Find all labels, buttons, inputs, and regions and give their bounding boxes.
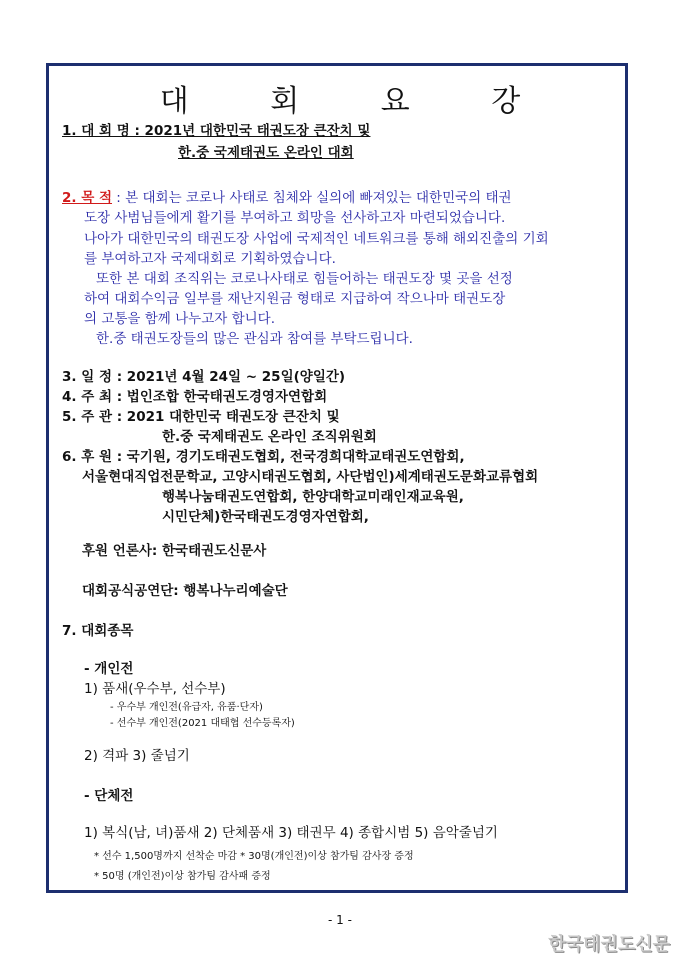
section-1-value: 2021년 대한민국 태권도장 큰잔치 및 bbox=[144, 123, 371, 139]
individual-sub-athlete: - 선수부 개인전(2021 대태협 선수등록자) bbox=[110, 718, 295, 729]
individual-item-poomsae: 1) 품새(우수부, 선수부) bbox=[84, 681, 226, 697]
section-2-label: 2. 목 적 bbox=[62, 190, 113, 206]
section-2-text-2: 도장 사범님들에게 활기를 부여하고 희망을 선사하고자 마련되었습니다. bbox=[84, 210, 506, 226]
section-2-text-7: 의 고통을 함께 나누고자 합니다. bbox=[84, 311, 275, 327]
section-2-colon: : bbox=[112, 190, 126, 206]
section-4-host: 4. 주 최 : 법인조합 한국태권도경영자연합회 bbox=[62, 389, 328, 405]
team-note-2: * 50명 (개인전)이상 참가팀 감사패 증정 bbox=[94, 871, 271, 882]
section-6-sponsor-line1: 6. 후 원 : 국기원, 경기도태권도협회, 전국경희대학교태권도연합회, bbox=[62, 449, 465, 465]
section-5-organizer-line2: 한.중 국제태권도 온라인 조직위원회 bbox=[162, 429, 377, 445]
team-items: 1) 복식(남, 녀)품새 2) 단체품새 3) 태권무 4) 종합시범 5) 음악줄넘기 bbox=[84, 825, 498, 841]
section-2-text-6: 하여 대회수익금 일부를 재난지원금 형태로 지급하여 작으나마 태권도장 bbox=[84, 291, 506, 307]
section-1-line1 bbox=[62, 122, 370, 140]
team-note-1: * 선수 1,500명까지 선착순 마감 * 30명(개인전)이상 참가팀 감사장 증정 bbox=[94, 851, 414, 862]
section-3-schedule: 3. 일 정 : 2021년 4월 24일 ~ 25일(양일간) bbox=[62, 369, 346, 385]
section-1-label: 1. 대 회 명 : bbox=[62, 123, 145, 139]
section-1-line2: 한.중 국제태권도 온라인 대회 bbox=[178, 145, 354, 161]
section-6-sponsor-line4: 시민단체)한국태권도경영자연합회, bbox=[162, 509, 369, 525]
section-2-line1 bbox=[62, 189, 512, 207]
section-2-text-5: 또한 본 대회 조직위는 코로나사태로 힘들어하는 태권도장 몇 곳을 선정 bbox=[96, 271, 513, 287]
document-title: 대 회 요 강 bbox=[159, 84, 557, 119]
performance-troupe: 대회공식공연단: 행복나누리예술단 bbox=[82, 583, 288, 599]
individual-heading: - 개인전 bbox=[84, 661, 134, 677]
watermark-logo: 한국태권도신문 bbox=[548, 934, 670, 955]
section-5-organizer-line1: 5. 주 관 : 2021 대한민국 태권도장 큰잔치 및 bbox=[62, 409, 340, 425]
section-7-heading: 7. 대회종목 bbox=[62, 623, 134, 639]
section-2-text-3: 나아가 대한민국의 태권도장 사업에 국제적인 네트워크를 통해 해외진출의 기회 bbox=[84, 231, 549, 247]
media-sponsor: 후원 언론사: 한국태권도신문사 bbox=[82, 543, 267, 559]
section-2-text-8: 한.중 태권도장들의 많은 관심과 참여를 부탁드립니다. bbox=[96, 331, 413, 347]
section-2-text-1: 본 대회는 코로나 사태로 침체와 실의에 빠져있는 대한민국의 태권 bbox=[125, 190, 512, 206]
page-number: - 1 - bbox=[328, 913, 352, 927]
individual-sub-excellence: - 우수부 개인전(유급자, 유품·단자) bbox=[110, 702, 263, 713]
section-6-sponsor-line3: 행복나눔태권도연합회, 한양대학교미래인재교육원, bbox=[162, 489, 464, 505]
team-heading: - 단체전 bbox=[84, 788, 134, 804]
section-6-sponsor-line2: 서울현대직업전문학교, 고양시태권도협회, 사단법인)세계태권도문화교류협회 bbox=[82, 469, 539, 485]
section-2-text-4: 를 부여하고자 국제대회로 기획하였습니다. bbox=[84, 251, 336, 267]
individual-item-breaking-jumprope: 2) 격파 3) 줄넘기 bbox=[84, 748, 190, 764]
